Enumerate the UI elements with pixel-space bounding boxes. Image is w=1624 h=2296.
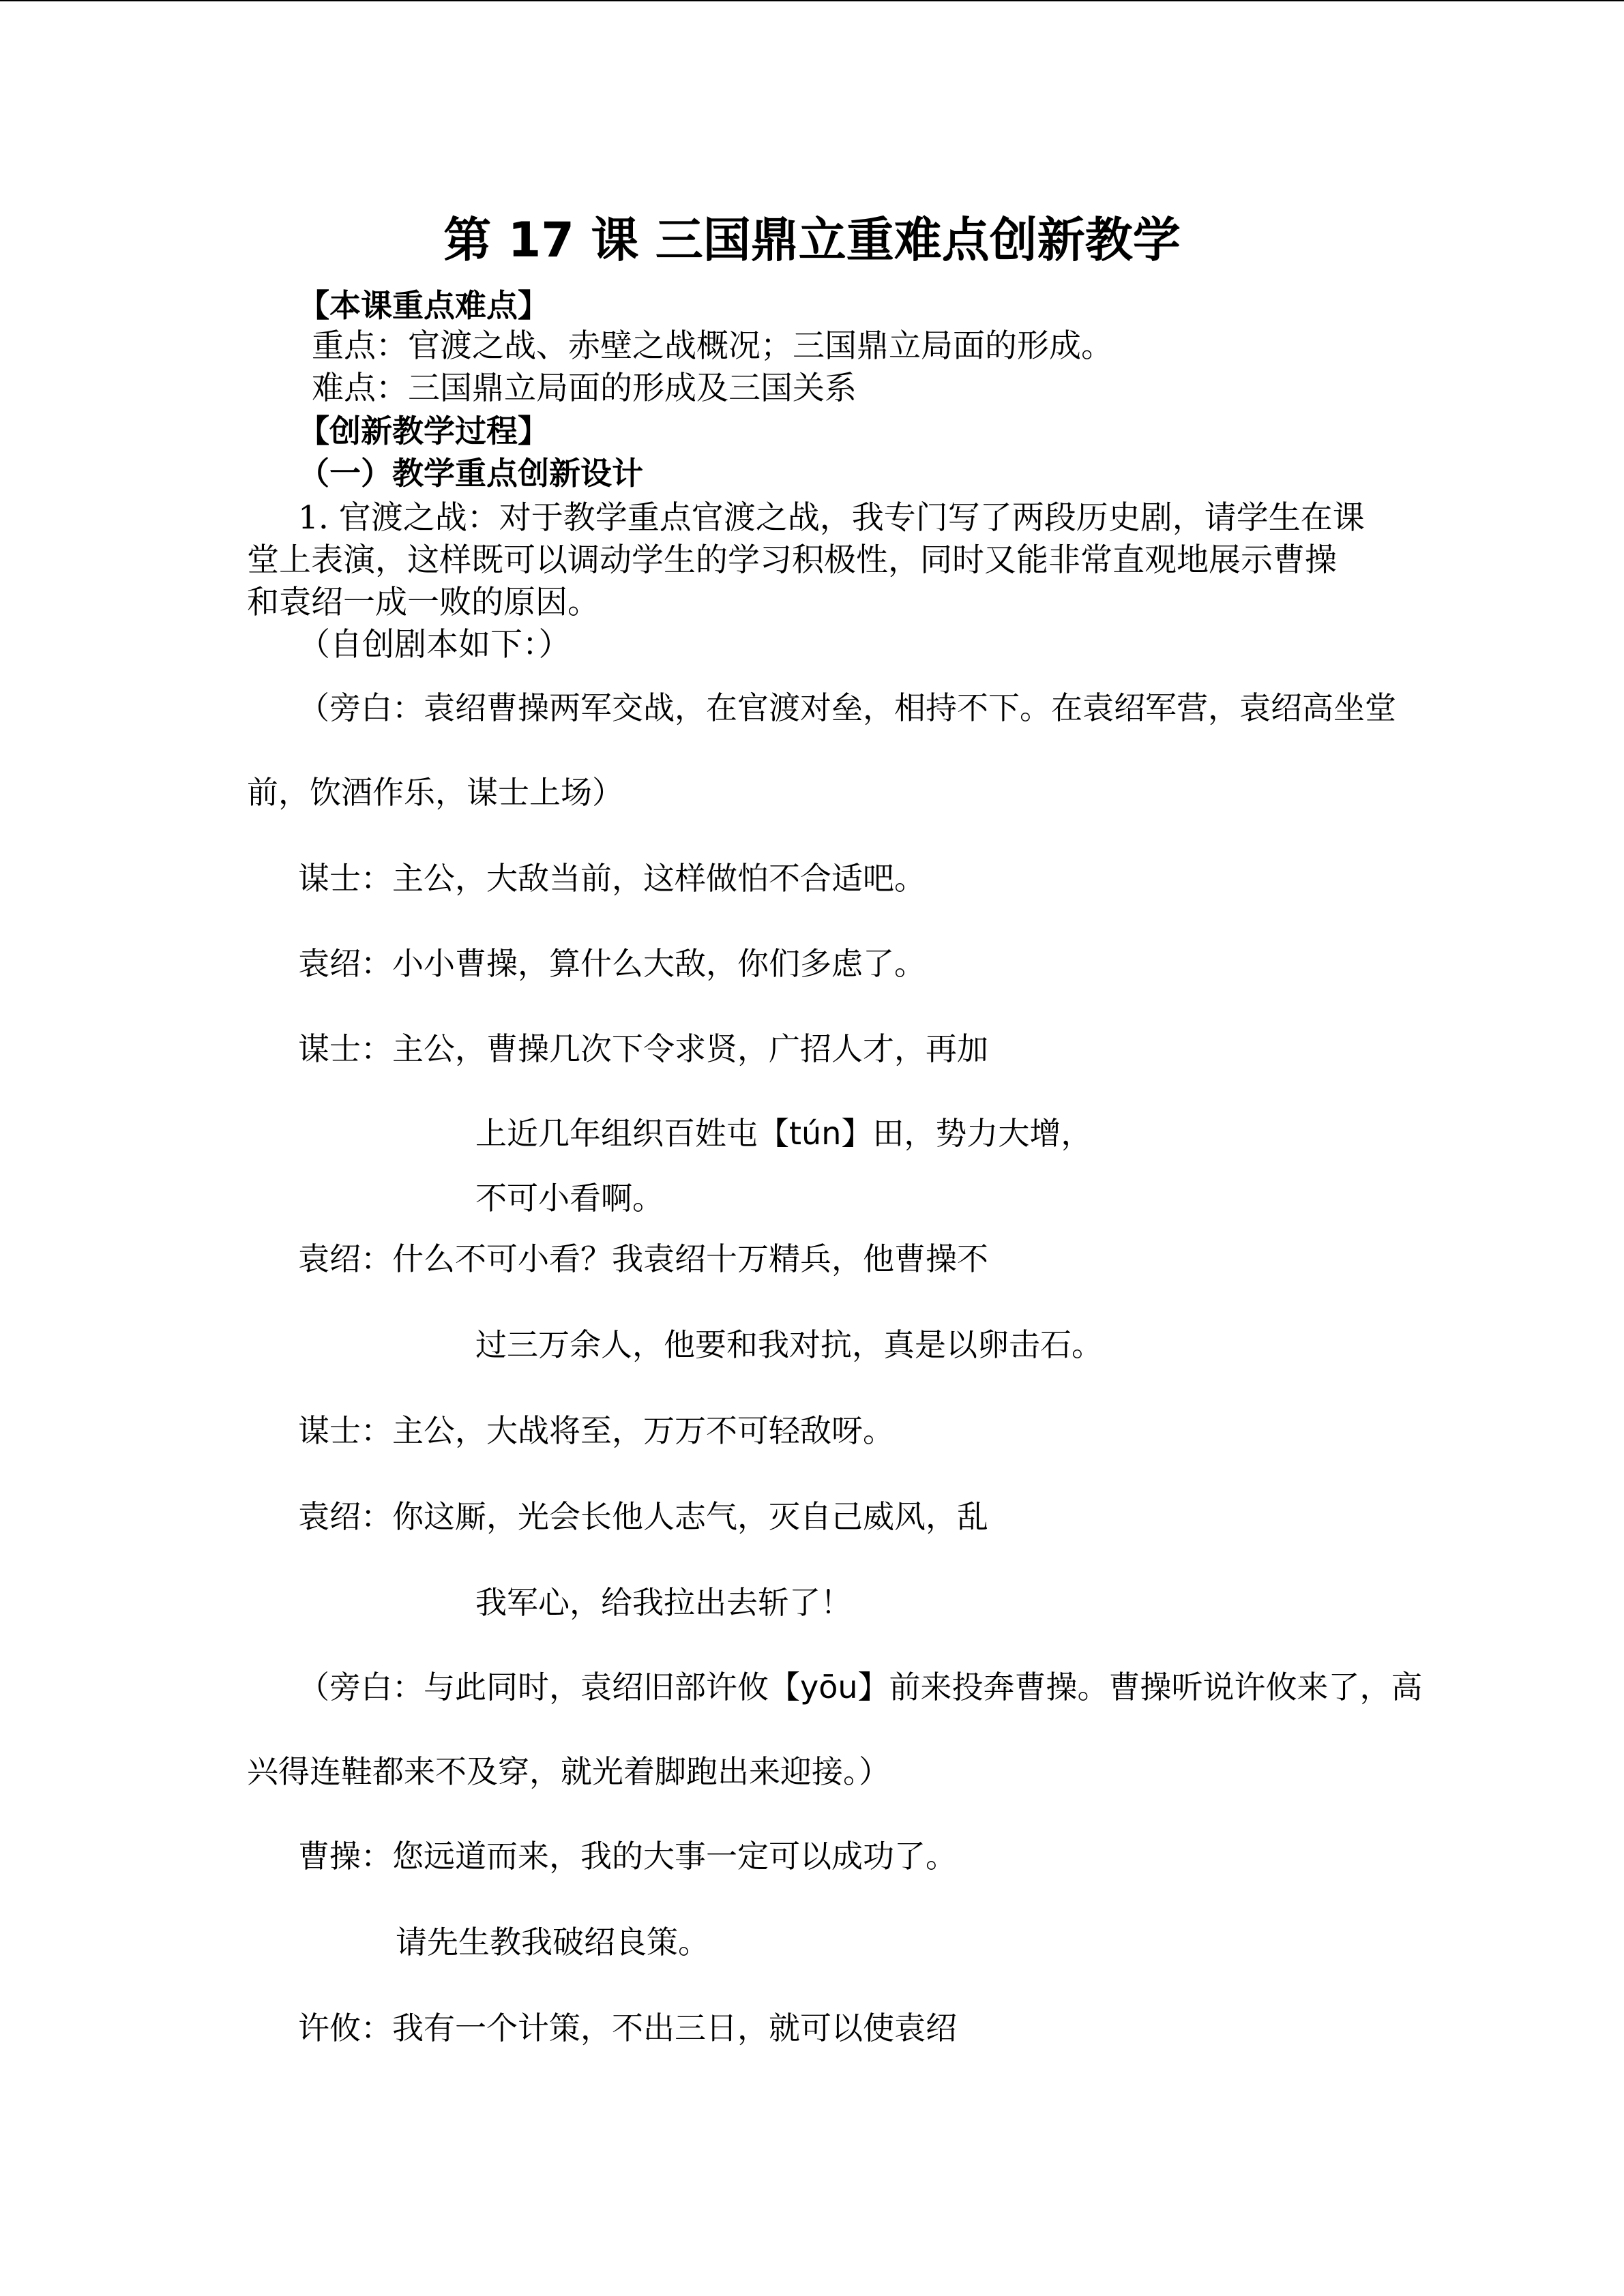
narration-1-line-2: 前，饮酒作乐，谋士上场） [247, 774, 623, 811]
intro-line-4: （自创剧本如下：） [298, 626, 571, 664]
intro-line-2: 堂上表演，这样既可以调动学生的学习积极性，同时又能非常直观地展示曹操 [247, 541, 1337, 579]
dialogue-line [298, 1836, 957, 1877]
narration-2-line-1: （旁白：与此同时，袁绍旧部许攸【yōu】前来投奔曹操。曹操听说许攸来了，高 [298, 1669, 1423, 1705]
dialogue-text: 我有一个计策，不出三日，就可以使袁绍 [392, 2010, 957, 2046]
speaker-label: 曹操： [298, 1838, 392, 1875]
dialogue-line [298, 1410, 894, 1451]
dialogue-line [298, 943, 926, 984]
difficult-point-line: 难点：三国鼎立局面的形成及三国关系 [312, 370, 857, 407]
narration-2-line-2: 兴得连鞋都来不及穿，就光着脚跑出来迎接。） [247, 1753, 890, 1790]
dialogue-text: 主公，大战将至，万万不可轻敌呀。 [392, 1412, 894, 1449]
dialogue-continuation: 不可小看啊。 [475, 1180, 664, 1217]
speaker-label: 许攸： [298, 2010, 392, 2046]
dialogue-text: 您远道而来，我的大事一定可以成功了。 [392, 1838, 957, 1875]
dialogue-line [298, 1238, 988, 1279]
dialogue-text: 小小曹操，算什么大敌，你们多虑了。 [392, 945, 926, 982]
speaker-label: 谋士： [298, 1030, 392, 1067]
dialogue-line [298, 1496, 988, 1537]
dialogue-text: 你这厮，光会长他人志气，灭自己威风，乱 [392, 1498, 988, 1535]
dialogue-continuation: 上近几年组织百姓屯【tún】田，势力大增， [475, 1115, 1093, 1152]
speaker-label: 袁绍： [298, 1240, 392, 1277]
dialogue-text: 主公，大敌当前，这样做怕不合适吧。 [392, 860, 926, 897]
intro-line-1: 1. 官渡之战：对于教学重点官渡之战，我专门写了两段历史剧，请学生在课 [298, 499, 1365, 537]
dialogue-continuation: 请先生教我破绍良策。 [396, 1924, 709, 1960]
speaker-label: 谋士： [298, 860, 392, 897]
dialogue-text: 什么不可小看？我袁绍十万精兵，他曹操不 [392, 1240, 988, 1277]
process-heading: 【创新教学过程】 [298, 413, 549, 449]
narration-1-line-1: （旁白：袁绍曹操两军交战，在官渡对垒，相持不下。在袁绍军营，袁绍高坐堂 [298, 689, 1396, 726]
dialogue-line [298, 2008, 957, 2048]
document-title: 第 17 课 三国鼎立重难点创新教学 [443, 212, 1181, 268]
speaker-label: 袁绍： [298, 945, 392, 982]
key-points-heading: 【本课重点难点】 [298, 287, 549, 324]
part1-heading: （一）教学重点创新设计 [298, 455, 643, 492]
intro-line-3: 和袁绍一成一败的原因。 [247, 584, 600, 621]
dialogue-text: 主公，曹操几次下令求贤，广招人才，再加 [392, 1030, 988, 1067]
dialogue-line [298, 858, 926, 899]
dialogue-continuation: 我军心，给我拉出去斩了！ [475, 1584, 852, 1621]
dialogue-line [298, 1028, 988, 1069]
key-point-line: 重点：官渡之战、赤壁之战概况；三国鼎立局面的形成。 [312, 327, 1113, 365]
speaker-label: 袁绍： [298, 1498, 392, 1535]
dialogue-continuation: 过三万余人，他要和我对抗，真是以卵击石。 [475, 1326, 1103, 1363]
speaker-label: 谋士： [298, 1412, 392, 1449]
